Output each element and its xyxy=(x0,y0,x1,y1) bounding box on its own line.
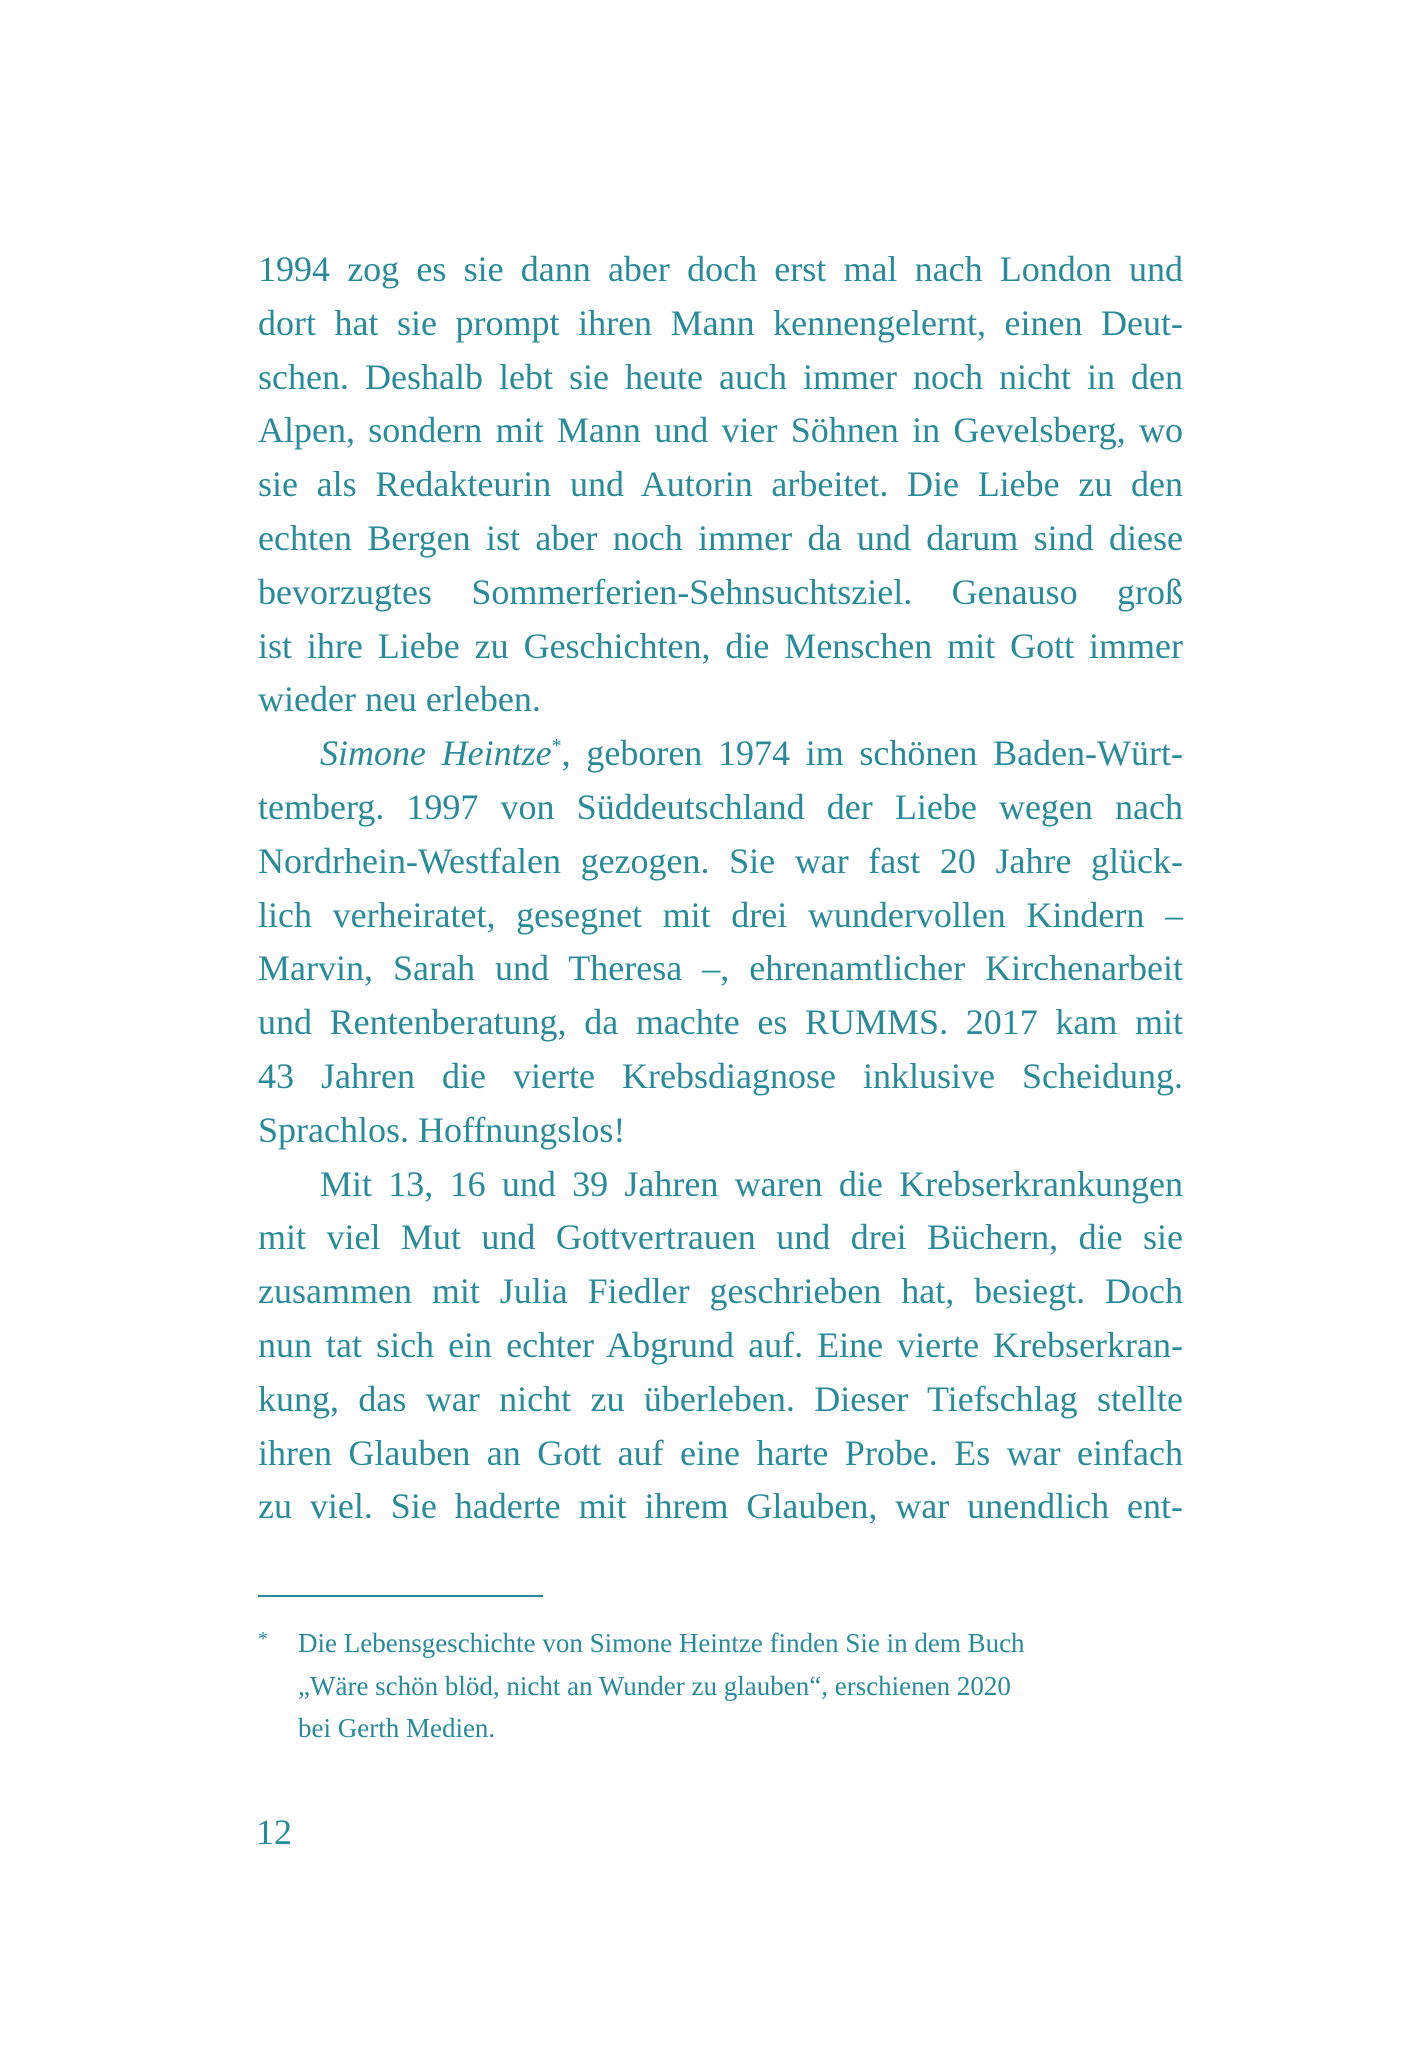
body-line: Mit 13, 16 und 39 Jahren waren die Krebserkrankungen xyxy=(320,1163,1183,1204)
footnote-line: Die Lebensgeschichte von Simone Heintze finden Sie in dem Buch xyxy=(298,1628,1025,1658)
body-line: schen. Deshalb lebt sie heute auch immer noch nicht in den xyxy=(258,356,1183,397)
body-line: 1994 zog es sie dann aber doch erst mal nach London und xyxy=(258,249,1183,289)
body-line: echten Bergen ist aber noch immer da und darum sind diese xyxy=(258,517,1183,558)
footnote-line: bei Gerth Medien. xyxy=(298,1713,496,1743)
body-line: sie als Redakteurin und Autorin arbeitet. Die Liebe zu den xyxy=(258,464,1183,505)
footnote xyxy=(258,1622,1158,1750)
paragraph-2-first-line-rest: , geboren 1974 im schönen Baden-Würt- xyxy=(561,733,1183,774)
body-line: Nordrhein-Westfalen gezogen. Sie war fast 20 Jahre glück- xyxy=(258,840,1183,881)
body-line: dort hat sie prompt ihren Mann kennengelernt, einen Deut- xyxy=(258,302,1183,343)
body-line: bevorzugtes Sommerferien-Sehnsuchtsziel. Genauso groß xyxy=(258,571,1183,612)
body-line: ist ihre Liebe zu Geschichten, die Menschen mit Gott immer xyxy=(258,625,1183,666)
page-number: 12 xyxy=(256,1812,292,1852)
body-line: kung, das war nicht zu überleben. Dieser Tiefschlag stellte xyxy=(258,1378,1183,1419)
body-line: 43 Jahren die vierte Krebsdiagnose inklusive Scheidung. xyxy=(258,1055,1183,1096)
footnote-line: „Wäre schön blöd, nicht an Wunder zu glauben“, erschienen 2020 xyxy=(298,1670,1011,1701)
body-line: wieder neu erleben. xyxy=(258,679,541,720)
body-line: lich verheiratet, gesegnet mit drei wundervollen Kindern – xyxy=(258,894,1183,935)
body-line: mit viel Mut und Gottvertrauen und drei Büchern, die sie xyxy=(258,1217,1183,1258)
paragraph-2-first-line xyxy=(258,727,1183,781)
footnote-divider xyxy=(258,1595,543,1597)
body-line: Alpen, sondern mit Mann und vier Söhnen in Gevelsberg, wo xyxy=(258,410,1183,451)
footnote-marker: * xyxy=(258,1628,268,1650)
body-line: zusammen mit Julia Fiedler geschrieben hat, besiegt. Doch xyxy=(258,1271,1183,1312)
body-line: nun tat sich ein echter Abgrund auf. Eine vierte Krebserkran- xyxy=(258,1324,1183,1365)
body-line: temberg. 1997 von Süddeutschland der Liebe wegen nach xyxy=(258,786,1183,827)
footnote-text xyxy=(298,1622,1158,1750)
body-line: Marvin, Sarah und Theresa –, ehrenamtlicher Kirchenarbeit xyxy=(258,948,1183,989)
body-line: und Rentenberatung, da machte es RUMMS. 2017 kam mit xyxy=(258,1002,1183,1043)
body-text xyxy=(258,243,1183,1534)
body-line: zu viel. Sie haderte mit ihrem Glauben, war unendlich ent- xyxy=(258,1486,1183,1527)
footnote-reference[interactable]: * xyxy=(551,735,562,758)
person-name: Simone Heintze xyxy=(320,733,552,774)
body-line: Sprachlos. Hoffnungslos! xyxy=(258,1109,626,1150)
body-line: ihren Glauben an Gott auf eine harte Probe. Es war einfach xyxy=(258,1432,1183,1473)
